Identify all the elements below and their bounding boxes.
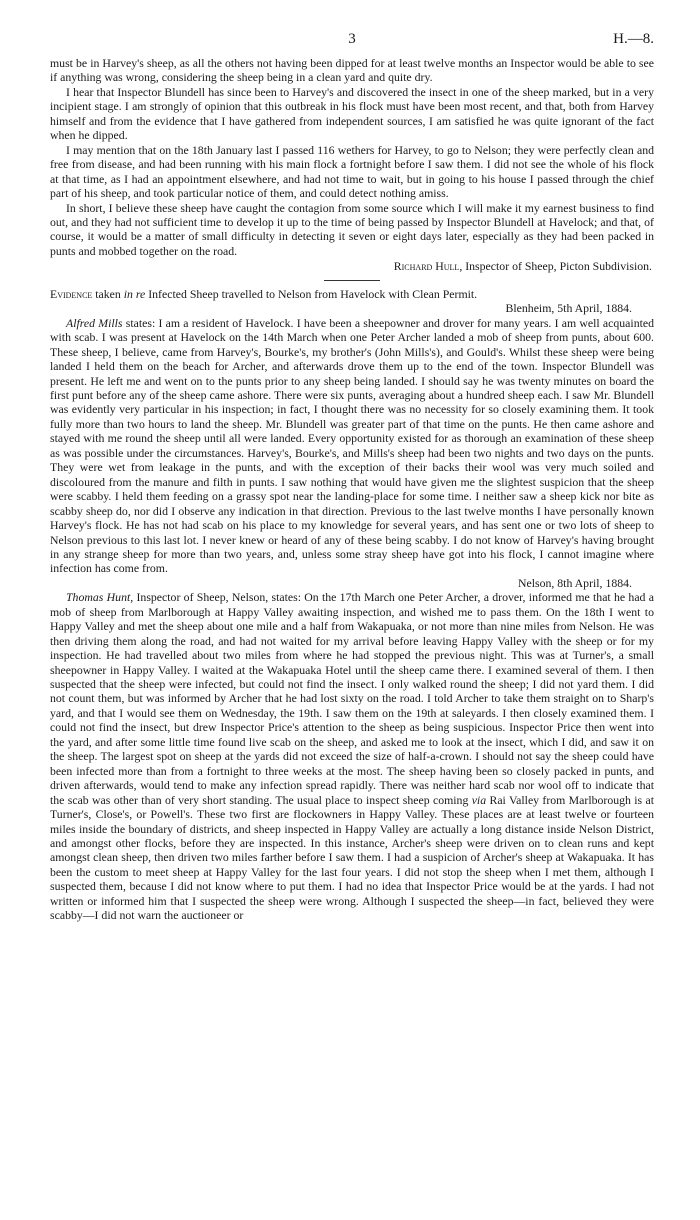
page-header <box>50 32 654 56</box>
signature-title: Inspector of Sheep, Picton Subdivision. <box>462 259 652 274</box>
signature-name: Richard Hull, <box>393 259 463 274</box>
hunt-statement <box>50 576 654 923</box>
evidence-heading-in-re: in re <box>123 286 146 301</box>
evidence-heading-rest: Infected Sheep travelled to Nelson from Havelock with Clean Permit. <box>145 286 478 301</box>
evidence-heading-taken: taken <box>92 286 124 301</box>
hunt-body-via: via <box>471 792 487 807</box>
evidence-heading <box>50 287 654 301</box>
hunt-speaker: Thomas Hunt <box>66 590 131 605</box>
mills-dateline: Blenheim, 5th April, 1884. <box>505 301 632 316</box>
paragraph-conclusion: In short, I believe these sheep have caught the contagion from some source which I will make it my earnest business to find out, and they had not sufficient time to develop it up to the time of being passed by Inspector Blundell at Havelock; and that, of course, it would be a matter of small difficulty in detecting it seven or eight days later, especially as they had been packed in punts and mobbed together on the road. <box>50 200 654 258</box>
hunt-body-part-1: , Inspector of Sheep, Nelson, states: On the 17th March one Peter Archer, a drover, informed me that he had a mob of sheep from Marlborough at Happy Valley awaiting inspection, and wished me to pass them. On the 18th I went to Happy Valley and met the sheep about one mile and a half from Wakapuaka, or not more than nine miles from Nelson. He was then driving them along the road, and had not waited for my arrival before leaving Happy Valley with the sheep or for my inspection. He had travelled about two miles from where he had stopped the previous night. This was at Turner's, a small sheepowner in Happy Valley. I waited at the Wakapuaka Hotel until the sheep came there. I examined several of them. I then suspected that the sheep were infected, but could not find the insect. I only walked round the sheep; I did not yard them. I did not count them, but was informed by Archer that he had lost sixty on the road. I told Archer to take them straight on to Sharp's yard, and that I would see them on Wednesday, the 19th. I saw them on the 19th at saleyards. I then closely examined them. I could not find the insect, but drew Inspector Price's attention to the sheep as being suspicious. Inspector Price then went into the yard, and after some little time found live scab on the sheep, and asked me to look at the insect, which I did, and saw it on the sheep. The largest spot on sheep at the yards did not exceed the size of half-a-crown. I should not say the sheep could have been infected more than from a fortnight to three weeks at the most. The sheep having been so closely packed in punts, and driven afterwards, would tend to make any infection spread rapidly. There was neither hard scab nor wool off to indicate that the scab was other than of very short standing. The usual place to inspect sheep coming <box>50 590 654 807</box>
mills-body: states: I am a resident of Havelock. I have been a sheepowner and drover for many years. I am well acquainted with scab. I was present at Havelock on the 14th March when one Peter Archer landed a mob of sheep from punts, about 600. These sheep, I believe, came from Harvey's, Bourke's, my brother's (John Mills's), and Gould's. Whilst these sheep were being landed I held them on the beach for Archer, and afterwards drove them up to the end of the town. Inspector Blundell was present. He left me and went on to the punts prior to any sheep being landed. I should say he was twenty minutes on board the first punt before any of the sheep came ashore. There were six punts, averaging about a hundred sheep each. I saw Mr. Blundell was evidently very particular in his inspection; in fact, I thought there was no necessity for so closely examining them. It took fully more than two hours to land the sheep. Mr. Blundell was greater part of that time on the punts. He then came ashore and stayed with me round the sheep until all were landed. Every opportunity existed for as thorough an examination of these sheep as was possible under the circumstances. Harvey's, Bourke's, and Mills's sheep had been two nights and two days on the punts. They were wet from leakage in the punts, and with the exception of their backs their wool was very much soiled and discoloured from the manure and filth in punts. I saw nothing that would have given me the slightest suspicion that the sheep were scabby. I held them feeding on a grassy spot near the landing-place for some time. I neither saw a sheep kick nor bite as scabby sheep do, nor did I observe any indication in that direction. Previous to the last twelve months I have personally known Harvey's flock. He has not had scab on his place to my knowledge for several years, and has sent one or two lots of sheep to Nelson previous to this last lot. I never knew or heard of any of these being scabby. I do not know of Harvey's having brought in any strange sheep for more than two years, and, unless some stray sheep have got into his flock, I cannot imagine where infection has come from. <box>50 315 655 576</box>
page-number: 3 <box>348 31 356 47</box>
hunt-dateline: Nelson, 8th April, 1884. <box>517 575 632 590</box>
signature-line <box>50 259 654 273</box>
hunt-body-part-2: Rai Valley from Marlborough is at Turner's, Close's, or Powell's. These two first are flockowners in Happy Valley. These places are at least twelve or fourteen miles inside the boundary of districts, and sheep inspected in Happy Valley are actually a long distance inside Nelson District, and amongst other flocks, before they are inspected. In this instance, Archer's sheep were driven on to clean runs and kept amongst clean sheep, then driven two miles farther before I saw them. I had a suspicion of Archer's sheep at Wakapuaka. It has been the custom to meet sheep at Happy Valley for the last four years. I did not stop the sheep when I met them, although I suspected them, because I did not know where to put them. I had no idea that Inspector Price would be at the yards. I had not written or informed him that I suspected the sheep were wrong. Although I suspected the sheep—in fact, believed they were scabby—I did not warn the auctioneer or <box>50 792 654 923</box>
inspector-report-continuation <box>50 56 654 274</box>
hunt-statement-text <box>50 590 654 922</box>
paragraph-wethers-passed: I may mention that on the 18th January last I passed 116 wethers for Harvey, to go to Nelson; they were perfectly clean and free from disease, and had been running with his main flock a fortnight before I saw them. I did not see the whole of his flock at that time, as I had an appointment elsewhere, and had not time to wait, but in going to his house I passed through the chief part of his sheep, and took particular notice of them, and could detect nothing amiss. <box>50 142 654 201</box>
evidence-heading-lead: Evidence <box>50 286 93 301</box>
mills-statement-text <box>50 316 654 576</box>
report-reference: H.—8. <box>613 31 654 47</box>
paragraph-continued: must be in Harvey's sheep, as all the others not having been dipped for at least twelve months an Inspector would be able to see if anything was wrong, considering the sheep being in a clean yard and quite dry. <box>50 56 654 85</box>
section-divider <box>324 280 380 281</box>
mills-speaker: Alfred Mills <box>66 315 123 330</box>
mills-statement <box>50 301 654 576</box>
paragraph-blundell-discovery: I hear that Inspector Blundell has since been to Harvey's and discovered the insect in one of the sheep marked, but in a very incipient stage. I am strongly of opinion that this outbreak in his flock must have been most recent, and that, both from Harvey himself and from the evidence that I have gathered from independent sources, I am satisfied he was quite ignorant of the fact when he dipped. <box>50 84 654 143</box>
